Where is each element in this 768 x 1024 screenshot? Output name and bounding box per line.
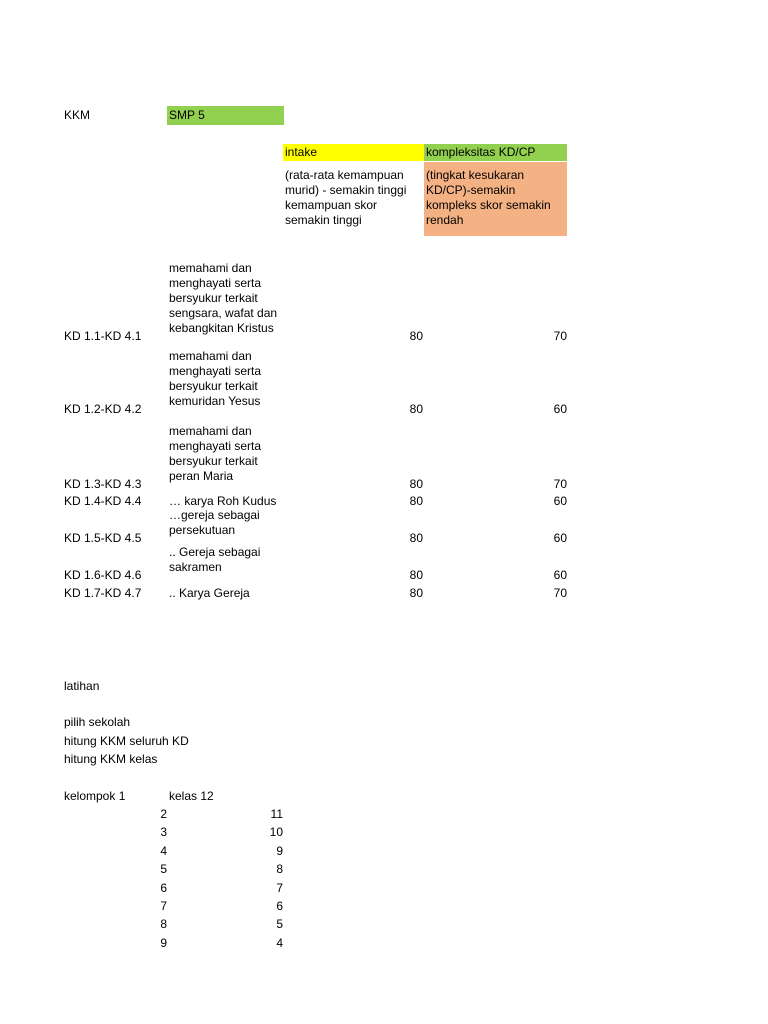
complexity-value[interactable]: 70 [553,477,567,491]
kd-description-line: kemuridan Yesus [169,394,261,408]
complexity-header-cell[interactable] [424,144,567,161]
kd-description-line: menghayati serta [169,276,262,290]
kd-code: KD 1.1-KD 4.1 [64,329,142,343]
intake-description [285,168,423,230]
class-number[interactable]: 6 [276,899,283,913]
kd-description-line: persekutuan [169,523,236,537]
intake-value[interactable]: 80 [409,402,423,416]
kd-code: KD 1.7-KD 4.7 [64,586,142,600]
intake-value[interactable]: 80 [409,586,423,600]
kkm-label: KKM [64,108,91,122]
complexity-description-line: kompleks skor semakin [426,198,551,212]
class-label: kelas 12 [169,789,214,803]
kd-code: KD 1.3-KD 4.3 [64,477,142,491]
intake-description-line: semakin tinggi [285,213,362,227]
class-number[interactable]: 9 [276,843,283,858]
kd-description-line: .. Karya Gereja [169,586,250,600]
kd-code: KD 1.5-KD 4.5 [64,531,142,545]
kd-description-line: … karya Roh Kudus [169,494,277,508]
kd-description-line: memahami dan [169,424,252,438]
kd-description-line: .. Gereja sebagai [169,545,261,559]
kd-code: KD 1.6-KD 4.6 [64,568,142,582]
group-number[interactable]: 5 [160,862,167,877]
intake-value[interactable]: 80 [409,329,423,343]
complexity-value[interactable]: 70 [553,329,567,343]
intake-description-line: kemampuan skor [285,198,378,212]
class-number[interactable]: 5 [276,917,283,932]
intake-description-line: murid) - semakin tinggi [285,183,407,197]
group-label: kelompok 1 [64,789,126,803]
intake-value[interactable]: 80 [409,531,423,545]
school-name: SMP 5 [169,108,205,122]
class-number[interactable]: 7 [276,880,283,895]
kd-description-line: bersyukur terkait [169,454,258,468]
exercise-step: hitung KKM kelas [64,752,158,766]
intake-description-line: (rata-rata kemampuan [285,168,404,182]
class-number[interactable]: 8 [276,862,283,877]
kd-description-line: menghayati serta [169,364,262,378]
class-number[interactable]: 11 [270,807,283,821]
kd-description-line: kebangkitan Kristus [169,321,274,335]
complexity-value[interactable]: 70 [553,586,567,600]
kd-description-line: bersyukur terkait [169,379,258,393]
complexity-value[interactable]: 60 [553,494,567,508]
kd-description-line: menghayati serta [169,439,262,453]
exercise-title: latihan [64,679,100,693]
school-cell[interactable] [167,106,284,125]
intake-label: intake [285,145,318,159]
group-number[interactable]: 8 [160,917,167,932]
intake-value[interactable]: 80 [409,494,423,508]
complexity-description-line: (tingkat kesukaran [426,168,525,182]
exercise-step: pilih sekolah [64,715,131,729]
group-number[interactable]: 7 [160,899,167,913]
group-number[interactable]: 4 [160,843,167,858]
intake-header-cell[interactable] [283,144,424,161]
kd-description-line: sengsara, wafat dan [169,306,278,320]
complexity-label: kompleksitas KD/CP [426,145,536,159]
group-number[interactable]: 9 [160,935,167,950]
kd-code: KD 1.4-KD 4.4 [64,494,142,508]
complexity-value[interactable]: 60 [553,531,567,545]
intake-value[interactable]: 80 [409,477,423,491]
complexity-description-line: KD/CP)-semakin [426,183,516,197]
complexity-description-line: rendah [426,213,464,227]
group-number[interactable]: 3 [160,825,167,840]
exercise-step: hitung KKM seluruh KD [64,734,189,748]
kd-description-line: memahami dan [169,349,252,363]
kd-description-line: peran Maria [169,469,234,483]
kd-description-line: …gereja sebagai [169,508,260,522]
kd-description-line: memahami dan [169,261,252,275]
intake-value[interactable]: 80 [409,568,423,582]
complexity-description-cell[interactable] [424,162,567,236]
class-number[interactable]: 10 [269,825,283,840]
complexity-value[interactable]: 60 [553,402,567,416]
kd-description-line: bersyukur terkait [169,291,258,305]
complexity-value[interactable]: 60 [553,568,567,582]
kd-code: KD 1.2-KD 4.2 [64,402,142,416]
kd-description-line: sakramen [169,560,222,574]
class-number[interactable]: 4 [276,935,283,950]
group-number[interactable]: 6 [160,880,167,895]
group-number[interactable]: 2 [160,807,167,821]
